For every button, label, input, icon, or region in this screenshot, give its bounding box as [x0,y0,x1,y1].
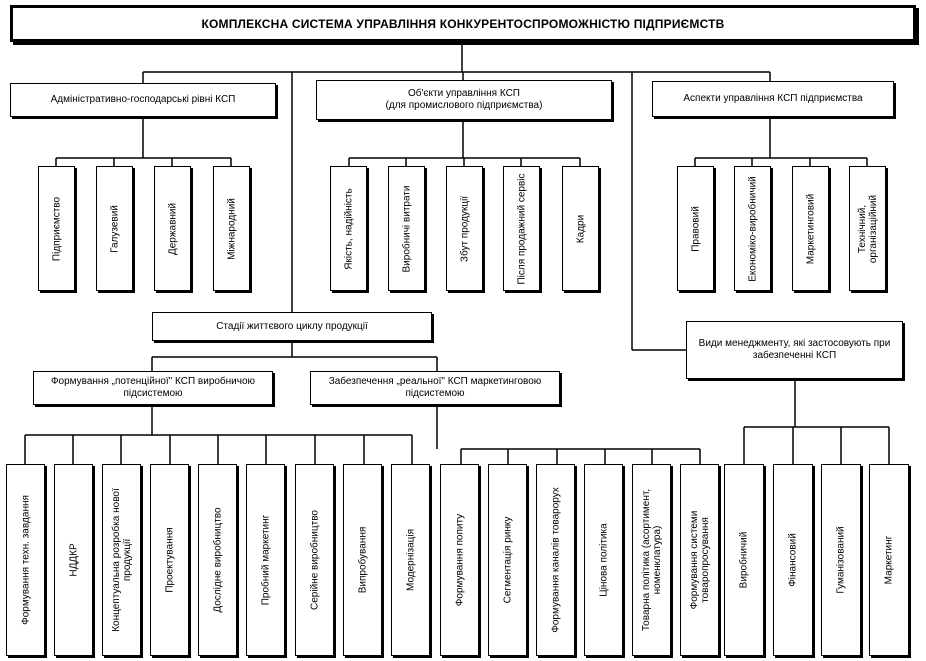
stage-item [102,464,141,656]
aspect-item-label: Технічний, організаційний [856,194,879,263]
level-item-enterprise [38,166,75,291]
diagram-title: КОМПЛЕКСНА СИСТЕМА УПРАВЛІННЯ КОНКУРЕНТОСПРОМОЖНІСТЮ ПІДПРИЄМСТВ [10,5,916,42]
stage-item-label: Формування техн. завдання [20,495,31,625]
level-item-label: Міжнародний [226,197,237,260]
stage-item-label: Концептуальна розробка нової продукції [110,488,133,632]
level-item-label: Галузевий [109,204,120,253]
aspect-item-label: Економіко-виробничий [747,175,758,282]
stage-item [584,464,623,656]
object-item-costs [388,166,425,291]
objects-label-line2: (для промислового підприємства) [385,100,543,111]
object-item-label: Якість, надійність [343,187,354,270]
stage-item [54,464,93,656]
stage-item-label: Сегментація ринку [502,516,513,604]
stage-item-label: Товарна політика (асортимент, номенклатура) [640,488,663,632]
potential-box: Формування „потенційної" КСП виробничою підсистемою [33,371,273,405]
management-item-label: Фінансовий [787,533,799,587]
stage-item-label: Модернізація [405,529,416,591]
stage-item [632,464,671,656]
aspect-item-legal [677,166,714,291]
stage-item-label: Формування попиту [454,513,465,607]
object-item-sales [446,166,483,291]
stage-item-label: Формування каналів товарорух [550,487,561,633]
object-item-staff [562,166,599,291]
level-item-label: Державний [167,202,178,255]
aspect-item-technical [849,166,886,291]
object-item-label: Після продажний сервіс [516,173,527,284]
stage-item [440,464,479,656]
stage-item [343,464,382,656]
stage-item [488,464,527,656]
object-item-label: Виробничі витрати [401,185,412,272]
stage-item-label: НДДКР [68,543,79,577]
aspect-item-label: Правовий [690,205,701,252]
management-item-label: Маркетинг [883,535,895,585]
stage-item [536,464,575,656]
stage-item [6,464,45,656]
stage-item-label: Серійне виробництво [309,510,320,610]
objects-box [316,80,612,120]
object-item-label: Збут продукції [459,195,470,262]
stage-item [295,464,334,656]
management-item-humanized [821,464,861,656]
object-item-label: Кадри [575,214,586,243]
management-item-marketing [869,464,909,656]
stage-item [680,464,719,656]
management-box: Види менеджменту, які застосовують при забезпеченні КСП [686,321,903,379]
levels-box: Адміністративно-господарські рівні КСП [10,83,276,117]
aspects-box: Аспекти управління КСП підприємства [652,81,894,117]
aspect-item-economic [734,166,771,291]
object-item-service [503,166,540,291]
object-item-quality [330,166,367,291]
stage-item [198,464,237,656]
stage-item-label: Випробування [357,526,368,594]
aspect-item-marketing [792,166,829,291]
stage-item [391,464,430,656]
level-item-international [213,166,250,291]
stage-item-label: Дослідне виробництво [212,507,223,613]
level-item-state [154,166,191,291]
aspect-item-label: Маркетинговий [805,193,816,264]
stage-item-label: Формування системи товаропросування [688,510,711,610]
stage-item-label: Проектування [164,527,175,593]
objects-label-line1: Об'єкти управління КСП [408,88,520,99]
management-item-label: Гуманізований [835,526,847,594]
management-item-label: Виробничий [738,531,750,589]
level-item-industry [96,166,133,291]
stage-item-label: Цінова політика [598,523,609,597]
lifecycle-box: Стадії життєвого циклу продукції [152,312,432,341]
management-item-production [724,464,764,656]
stage-item [150,464,189,656]
stage-item-label: Пробний маркетинг [260,514,271,606]
real-box: Забезпечення „реальної" КСП маркетинговою підсистемою [310,371,560,405]
level-item-label: Підприємство [51,196,62,261]
stage-item [246,464,285,656]
management-item-financial [773,464,813,656]
